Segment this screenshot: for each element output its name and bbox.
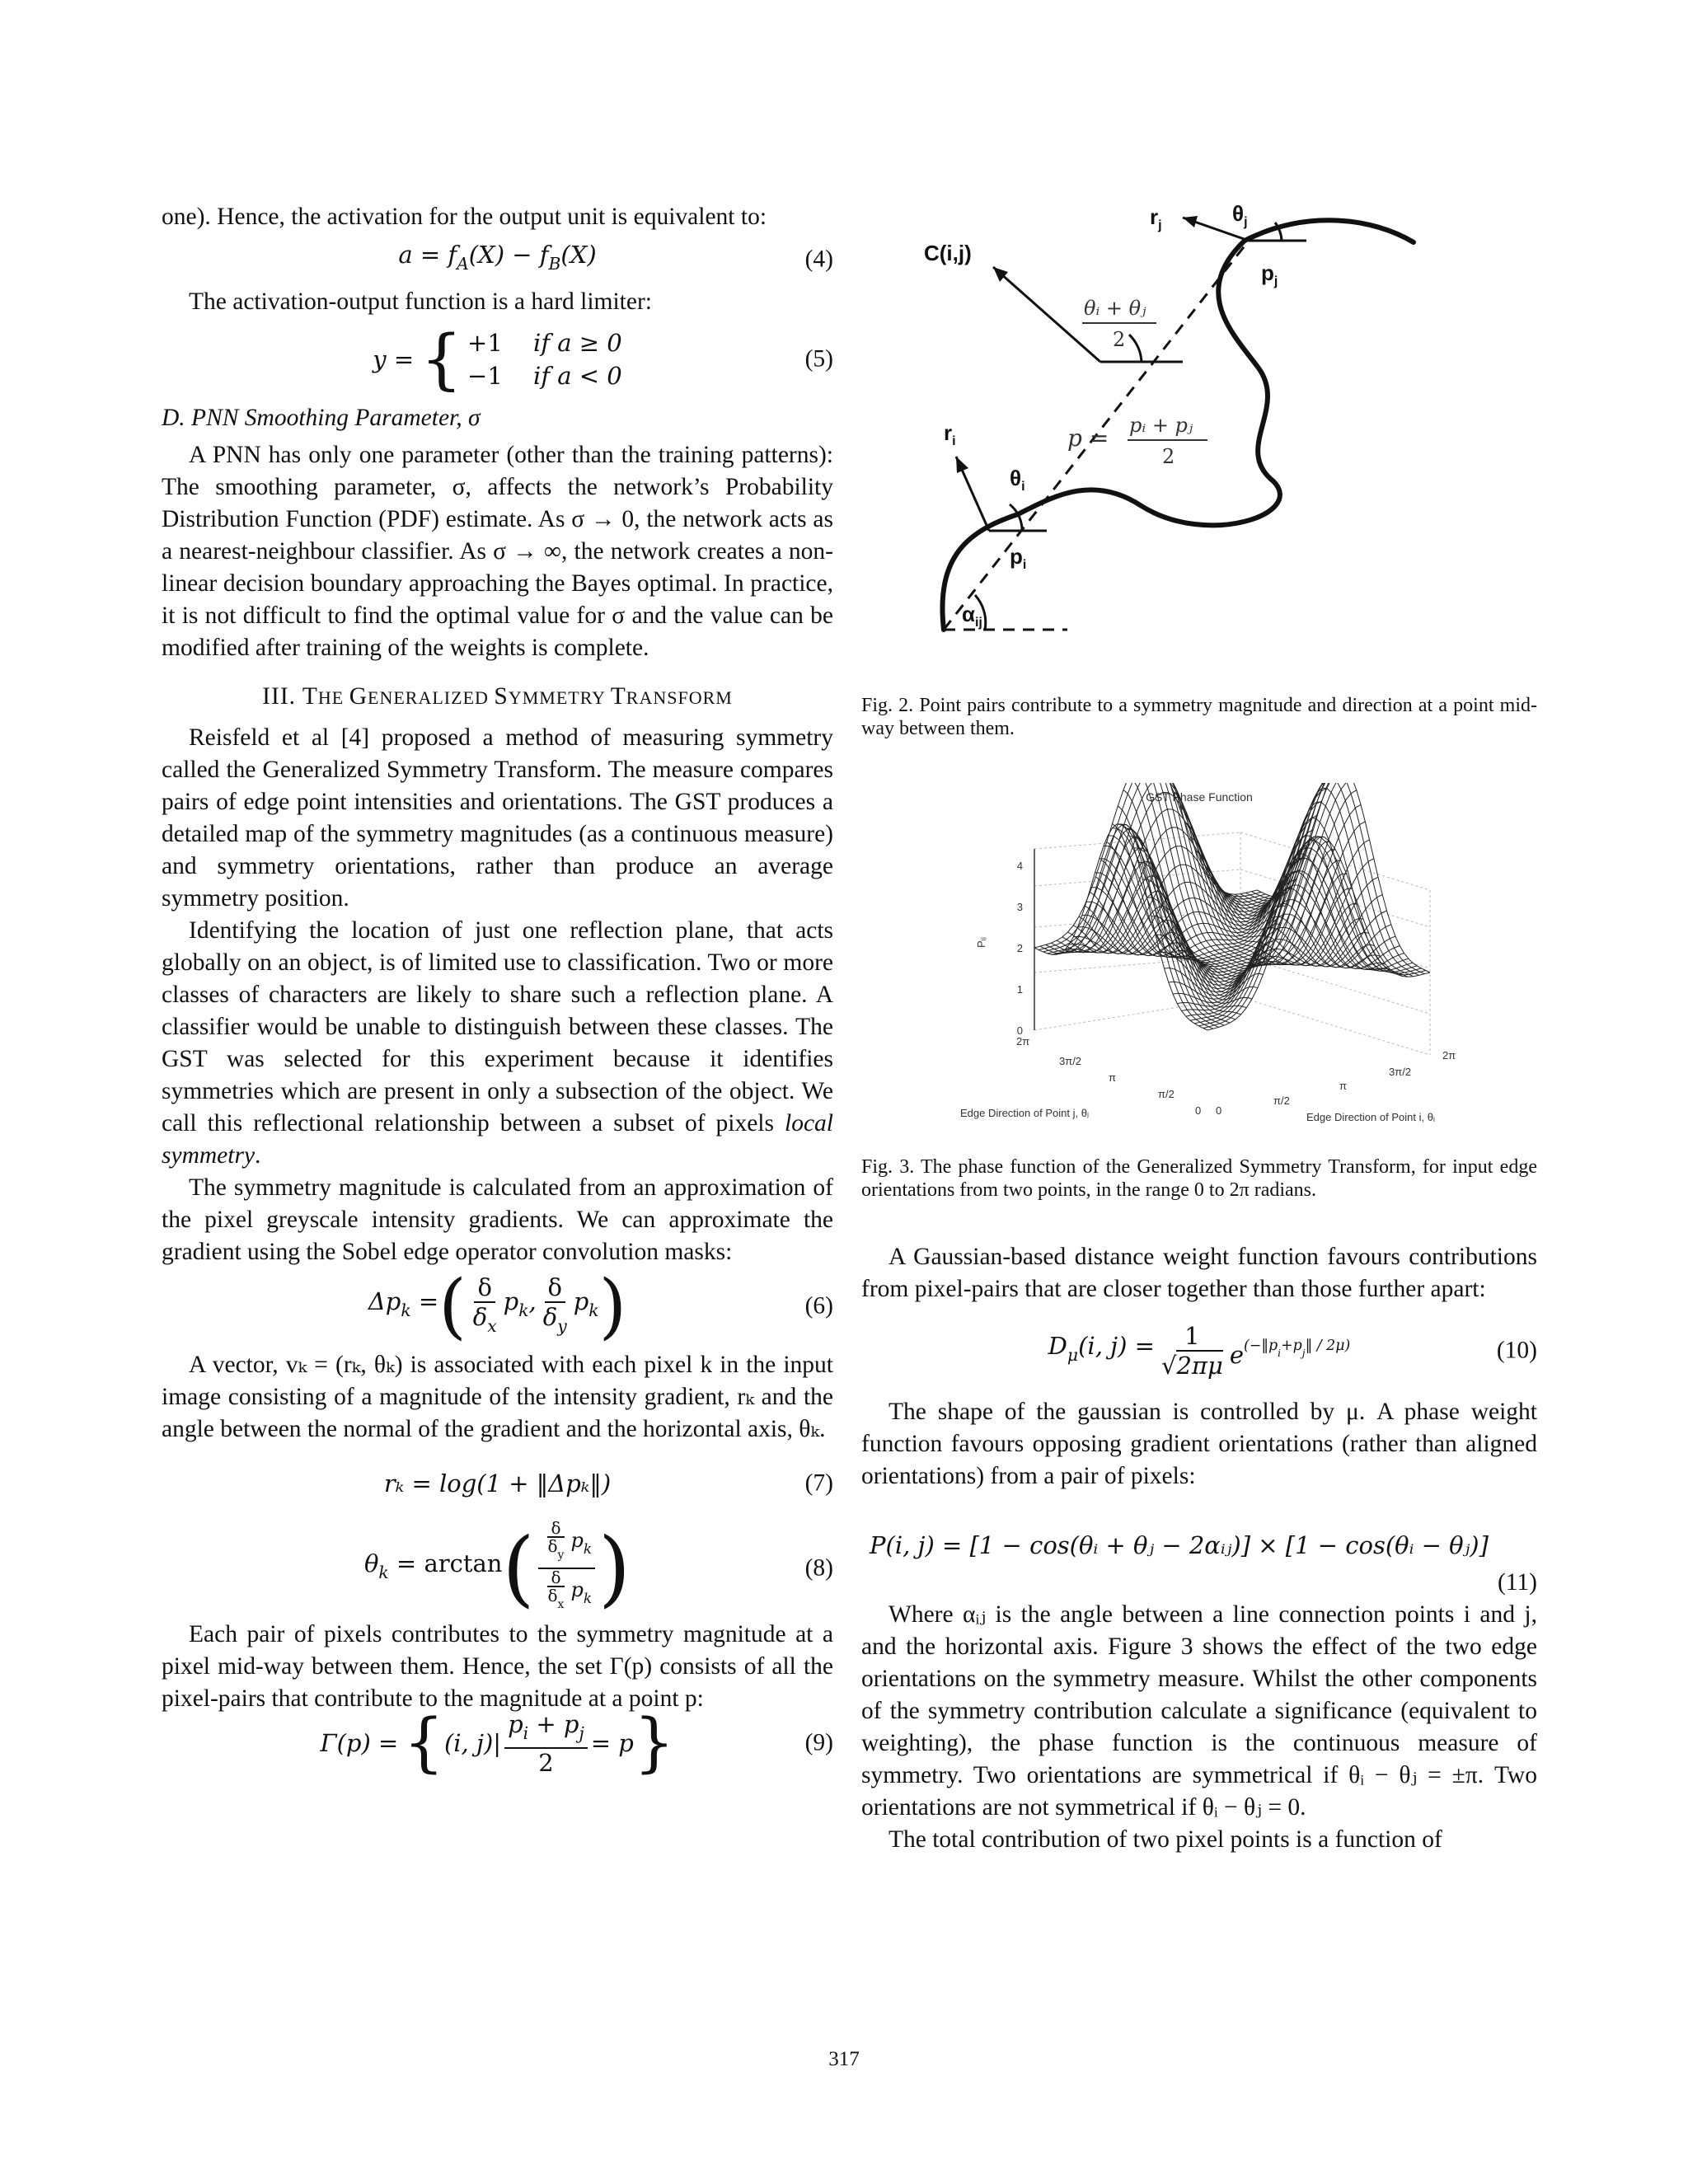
- label-p-den: 2: [1162, 445, 1175, 468]
- paragraph-pairs: Each pair of pixels contributes to the symmetry magnitude at a pixel mid-way between them. Hence, the set Γ(p) consists of all the pixel-pairs that contribute to the magnitude at a point p:: [162, 1621, 833, 1712]
- paragraph-pnn: A PNN has only one parameter (other than the training patterns): The smoothing parameter, σ, affects the network’s Probability Distribution Function (PDF) estimate. As σ → 0, the network acts as a nearest-neighbour classifier. As σ → ∞, the network creates a non-linear decision boundary approaching the Bayes optimal. In practice, it is not difficult to find the optimal value for σ and the value can be modified after training of the weights is complete.: [162, 442, 833, 661]
- z-tick: 1: [1016, 983, 1023, 996]
- equation-10: $D_\mu(i$, j) = $\frac{1}{√2\pi\mu}$ $e^{(-‖p_i+p_j‖ / 2\mu)}$ (10): [1048, 1322, 1537, 1380]
- equation-6: $\Delta p_k$ = ( $\frac{\delta}{\delta_x}$ $p_k$, $\frac{\delta}{\delta_y}$ $p_k$ ) (6): [368, 1265, 833, 1347]
- subsection-heading-d: D. PNN Smoothing Parameter, σ: [162, 405, 481, 431]
- equation-9: Γ(p) = { (i, j)| $\frac{p_i + p_j}{2}$ = p } (9): [320, 1706, 833, 1780]
- equation-number: (10): [1496, 1337, 1537, 1364]
- figure-3-surface-plot: [861, 783, 1537, 1154]
- label-half-angle-den: 2: [1113, 328, 1126, 351]
- label-p-equals: p =: [1067, 424, 1109, 452]
- right-tick: 3π/2: [1389, 1066, 1412, 1078]
- z-tick: 2: [1016, 942, 1023, 954]
- surface-mesh: [1034, 783, 1430, 1030]
- right-column: [861, 201, 1537, 1856]
- equation-5: y = { +1 if a ≥ 0 −1 if a < 0 (5): [373, 321, 833, 397]
- label-r-j: $r_j$: [1150, 204, 1162, 232]
- left-tick: π: [1109, 1071, 1116, 1084]
- figure-3-caption: Fig. 3. The phase function of the Generalized Symmetry Transform, for input edge orientations from two points, in the range 0 to 2π radians.: [861, 1156, 1537, 1201]
- equation-number-11: (11): [1497, 1569, 1537, 1596]
- z-axis-label: Pᵢⱼ: [975, 937, 987, 948]
- equation-number: (7): [804, 1469, 833, 1497]
- equation-number: (5): [804, 345, 833, 373]
- paragraph-intro: one). Hence, the activation for the output unit is equivalent to:: [162, 204, 767, 230]
- paragraph-shape: The shape of the gaussian is controlled by μ. A phase weight function favours opposing gradient orientations (rather than aligned orientations) from a pair of pixels:: [861, 1399, 1537, 1489]
- left-tick: 2π: [1016, 1035, 1030, 1047]
- figure-3-title: GST Phase Function: [1146, 790, 1253, 804]
- label-r-i: $r_i$: [944, 420, 956, 448]
- paragraph-activation: The activation-output function is a hard limiter:: [189, 288, 652, 315]
- mesh-line: [1168, 783, 1341, 965]
- z-tick: 0: [1016, 1024, 1023, 1037]
- right-tick: 0: [1216, 1104, 1222, 1117]
- label-half-angle-num: θᵢ + θⱼ: [1084, 297, 1146, 320]
- label-c-ij: C(i,j): [924, 241, 972, 265]
- equation-number: (4): [804, 246, 833, 273]
- equation-number: (8): [804, 1554, 833, 1582]
- paragraph-vector: A vector, vₖ = (rₖ, θₖ) is associated with each pixel k in the input image consisting of a magnitude of the intensity gradient, rₖ and the angle between the normal of the gradient and the horizontal axis, θₖ.: [162, 1352, 833, 1442]
- label-p-j: $p_j$: [1261, 260, 1278, 288]
- x-axis-label-right: Edge Direction of Point i, θᵢ: [1306, 1111, 1435, 1123]
- equation-number: (9): [804, 1729, 833, 1756]
- section-heading-iii: III. THE GENERALIZED SYMMETRY TRANSFORM: [262, 683, 733, 710]
- z-tick: 4: [1016, 860, 1023, 872]
- left-column: [162, 201, 833, 1778]
- mesh-line: [1040, 825, 1213, 1029]
- label-alpha-ij: $\alpha_{ij}$: [962, 602, 982, 630]
- figure-2-diagram: [845, 201, 1521, 687]
- equation-7: rₖ = log(1 + ‖Δpₖ‖) (7): [162, 1446, 833, 1521]
- left-tick: 0: [1195, 1104, 1202, 1117]
- mesh-line: [1051, 837, 1224, 1025]
- left-tick: π/2: [1158, 1088, 1175, 1100]
- right-tick: π/2: [1273, 1094, 1290, 1107]
- equation-number: (6): [804, 1292, 833, 1319]
- mesh-line: [1138, 804, 1361, 975]
- page-number: 317: [828, 2048, 860, 2070]
- equation-8: $\theta_k = \arctan$ ( $\frac{\delta}{\delta_y}$ $p_k$ $\frac{\delta}{\delta_x}$ $p_k$ ) (8): [363, 1518, 833, 1616]
- label-theta-i: $\theta_i$: [1010, 466, 1025, 494]
- paragraph-identify: Identifying the location of just one reflection plane, that acts globally on an object, is of limited use to classification. Two or more classes of characters are likely to share such a reflection plane. A classifier would be unable to distinguish between these classes. The GST was selected for this experiment because it identifies symmetries which are present in only a subsection of the object. We call this reflectional relationship between a subset of pixels local symmetry.: [162, 917, 833, 1169]
- paragraph-where: Where αᵢⱼ is the angle between a line connection points i and j, and the horizontal axis. Figure 3 shows the effect of the two edge orientations on the symmetry measure. Whilst the other components of the symmetry contribution calculate a significance (equivalent to weighting), the phase function is the continuous measure of symmetry. Two orientations are symmetrical if θᵢ − θⱼ = ±π. Two orientations are not symmetrical if θᵢ − θⱼ = 0.: [861, 1601, 1537, 1821]
- paragraph-reisfeld: Reisfeld et al [4] proposed a method of measuring symmetry called the Generalized Symmetry Transform. The measure compares pairs of edge point intensities and orientations. The GST produces a detailed map of the symmetry magnitudes (as a continuous measure) and symmetry orientations, rather than produce an average symmetry position.: [162, 724, 833, 912]
- label-p-num: pᵢ + pⱼ: [1129, 414, 1193, 437]
- paragraph-gaussian: A Gaussian-based distance weight function favours contributions from pixel-pairs that are closer together than those further apart:: [861, 1244, 1537, 1302]
- label-p-i: $p_i$: [1010, 544, 1027, 572]
- right-tick: π: [1339, 1080, 1347, 1092]
- x-axis-label-left: Edge Direction of Point j, θⱼ: [960, 1107, 1090, 1119]
- paragraph-total: The total contribution of two pixel points is a function of: [889, 1826, 1442, 1853]
- equation-11: P(i, j) = [1 − cos(θᵢ + θⱼ − 2αᵢⱼ)] × [1 − cos(θᵢ − θⱼ)]: [870, 1530, 1489, 1559]
- equation-4: $a = f_A(X) - f_B(X)$ (4): [162, 233, 833, 286]
- label-theta-j: $\theta_j$: [1232, 201, 1248, 229]
- paragraph-magnitude: The symmetry magnitude is calculated from an approximation of the pixel greyscale intensity gradients. We can approximate the gradient using the Sobel edge operator convolution masks:: [162, 1174, 833, 1265]
- figure-2-caption: Fig. 2. Point pairs contribute to a symmetry magnitude and direction at a point mid-way between them.: [861, 695, 1537, 739]
- z-tick: 3: [1016, 901, 1023, 913]
- left-tick: 3π/2: [1059, 1055, 1082, 1067]
- right-tick: 2π: [1442, 1049, 1456, 1062]
